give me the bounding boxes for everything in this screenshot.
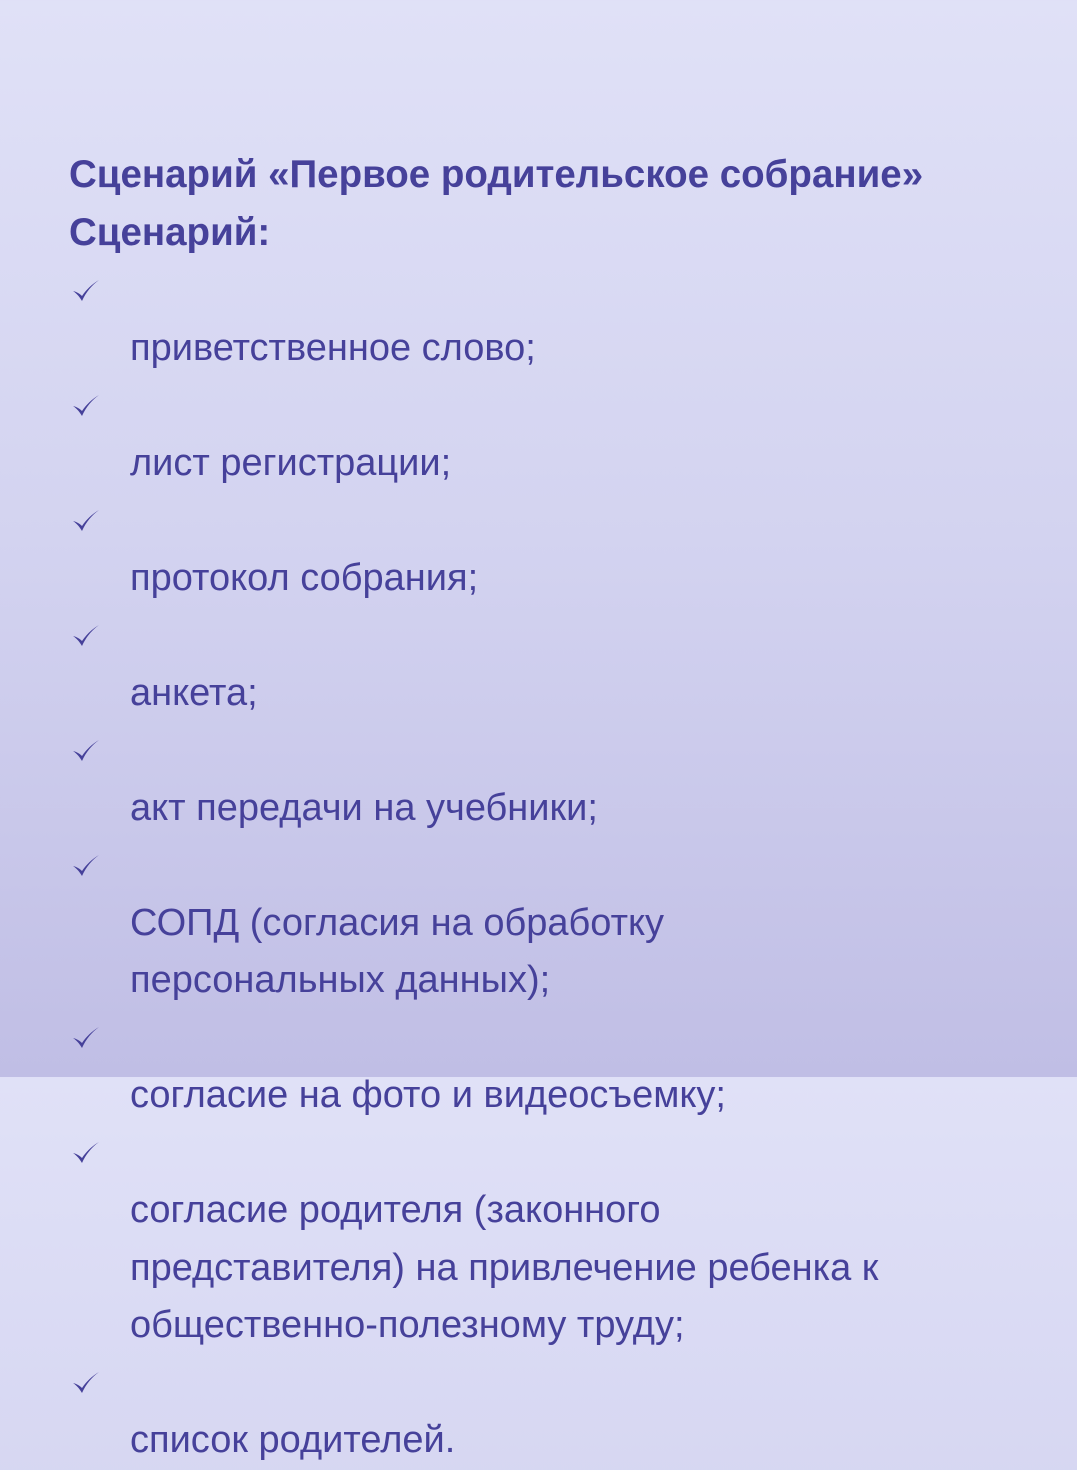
checklist-item-text: приветственное слово; (130, 326, 536, 369)
checklist-item-text: СОПД (согласия на обработку персональных данных); (130, 901, 665, 1001)
checklist-item-text: протокол собрания; (130, 556, 479, 599)
checklist-item (0, 1125, 1010, 1355)
checklist-item (0, 1010, 1010, 1125)
checkmark-icon (71, 262, 121, 320)
slide-subtitle: Сценарий: (69, 211, 271, 254)
checklist-item (0, 377, 1010, 492)
checklist-item (0, 837, 1010, 1010)
checklist-item (0, 722, 1010, 837)
checkmark-icon (71, 377, 121, 435)
checklist-item (0, 1355, 1010, 1470)
checkmark-icon (71, 1355, 121, 1413)
checklist-item-text: согласие родителя (законного представителя) на привлечение ребенка к общественно-полезному труду; (130, 1189, 879, 1346)
checklist-item (0, 492, 1010, 607)
checklist-item-text: анкета; (130, 671, 258, 714)
checkmark-icon (71, 1125, 121, 1183)
checklist-item-text: список родителей. (130, 1419, 456, 1461)
checkmark-icon (71, 837, 121, 895)
checklist-item-text: лист регистрации; (130, 441, 452, 484)
checklist-item-text: согласие на фото и видеосъемку; (130, 1074, 726, 1116)
checklist (0, 262, 1010, 1470)
checkmark-icon (71, 607, 121, 665)
checklist-item (0, 607, 1010, 722)
checkmark-icon (71, 492, 121, 550)
slide-title: Сценарий «Первое родительское собрание» (69, 153, 924, 196)
checkmark-icon (71, 722, 121, 780)
checklist-item-text: акт передачи на учебники; (130, 786, 598, 829)
checklist-item (0, 262, 1010, 377)
checkmark-icon (71, 1010, 121, 1068)
